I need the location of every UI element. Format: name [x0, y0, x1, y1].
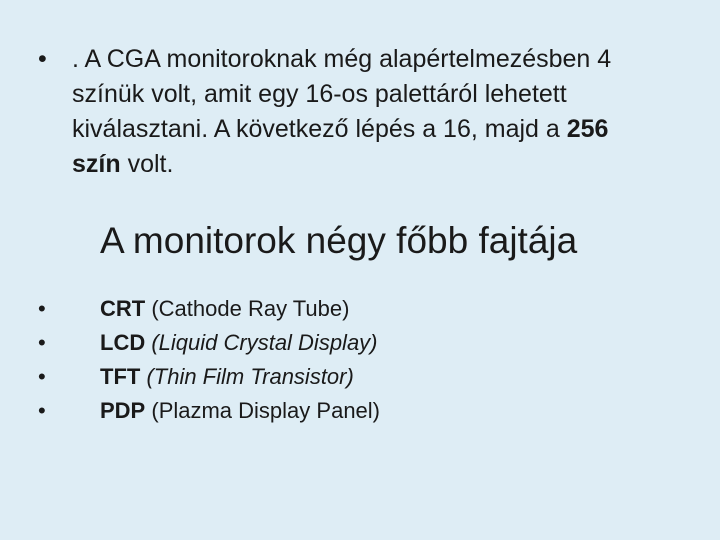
- intro-tail-text: volt.: [120, 150, 174, 178]
- list-item-crt: [38, 292, 380, 326]
- bullet-marker: •: [38, 398, 46, 423]
- intro-lead-text: . A CGA monitoroknak még alapértelmezésben 4 színük volt, amit egy 16-os palettáról lehetett kiválasztani. A következő lépés a 16, majd a: [72, 45, 612, 143]
- bullet-marker: •: [38, 45, 47, 73]
- item-full-name: (Plazma Display Panel): [145, 398, 380, 423]
- bullet-marker: •: [38, 364, 46, 389]
- item-abbr: TFT: [100, 364, 141, 389]
- bullet-marker: •: [38, 296, 46, 321]
- list-item-lcd: [38, 326, 380, 360]
- item-abbr: LCD: [100, 330, 146, 355]
- intro-bold-number: 256: [566, 115, 609, 143]
- section-heading: A monitorok négy főbb fajtája: [100, 220, 578, 261]
- item-full-name: (Cathode Ray Tube): [145, 296, 350, 321]
- intro-bullet-paragraph: [38, 42, 678, 182]
- list-item-tft: [38, 360, 380, 394]
- item-full-name: (Liquid Crystal Display): [145, 330, 378, 355]
- item-full-name: (Thin Film Transistor): [140, 364, 354, 389]
- monitor-types-list: [38, 292, 380, 428]
- intro-text: [72, 42, 678, 182]
- bullet-marker: •: [38, 330, 46, 355]
- item-abbr: CRT: [100, 296, 146, 321]
- intro-bold-word: szín: [72, 150, 121, 178]
- item-abbr: PDP: [100, 398, 146, 423]
- list-item-pdp: [38, 394, 380, 428]
